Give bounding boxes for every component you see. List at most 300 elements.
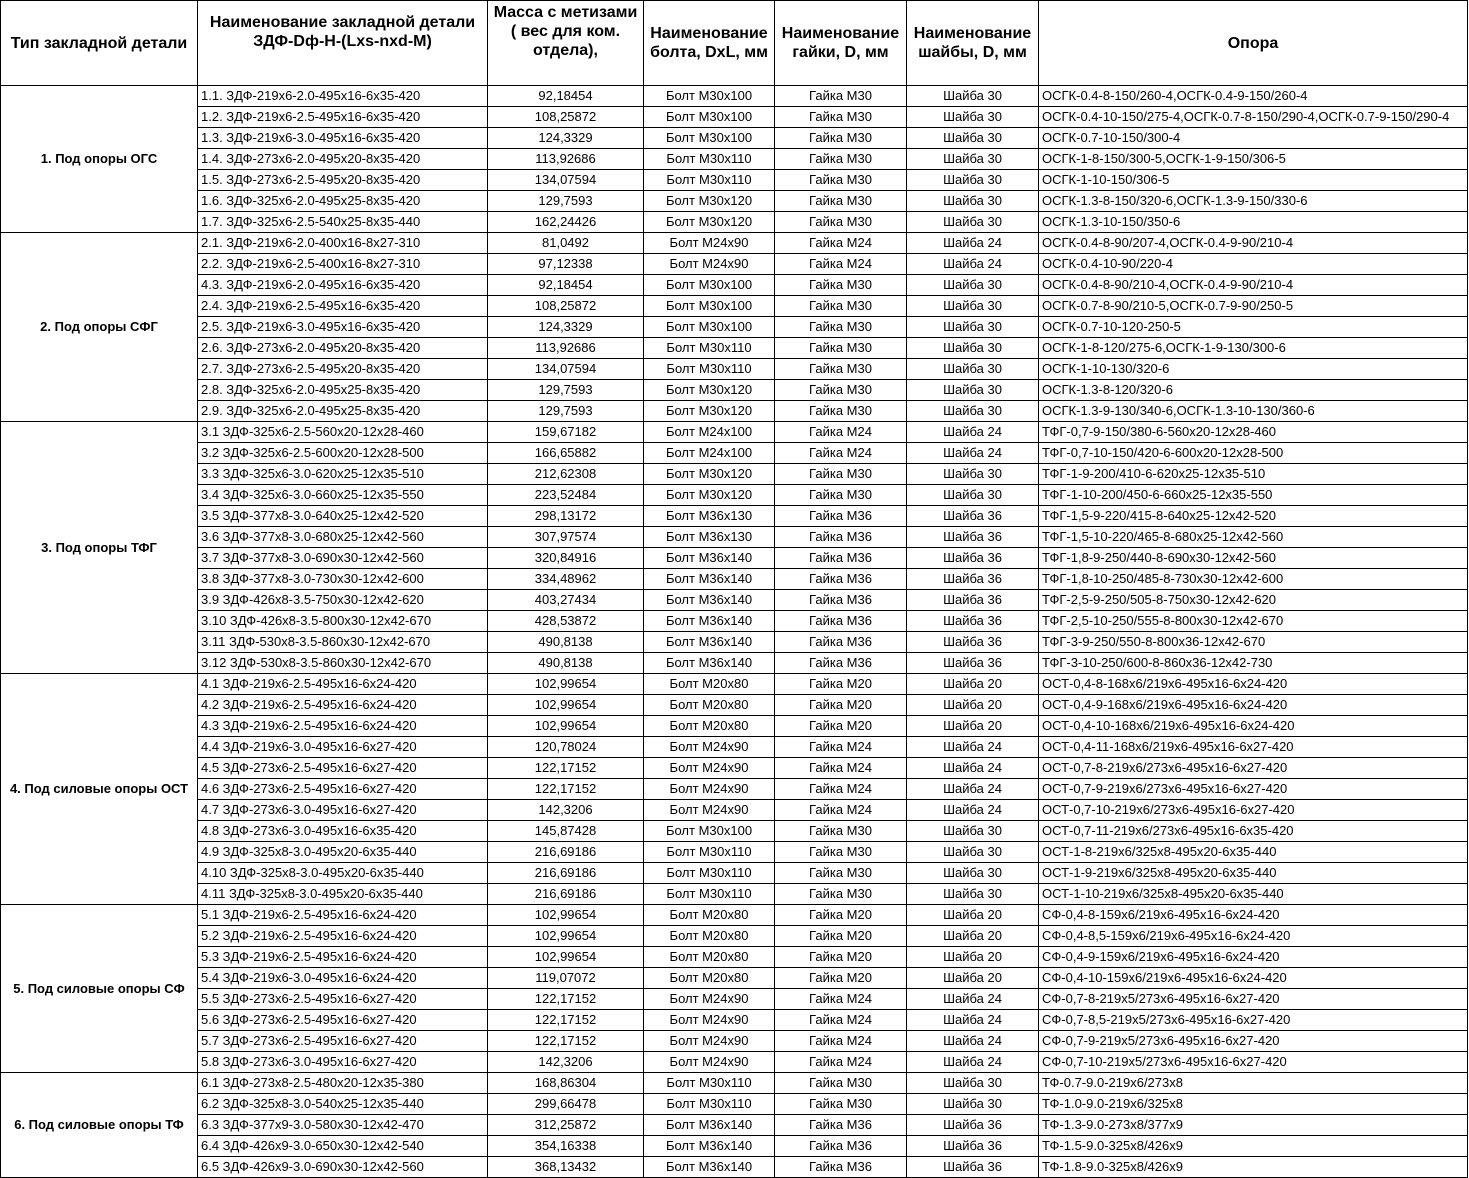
support-cell[interactable]: ТФГ-2,5-10-250/555-8-800х30-12х42-670 xyxy=(1039,611,1468,632)
part-name-cell[interactable]: 2.8. ЗДФ-325х6-2.0-495х25-8х35-420 xyxy=(198,380,488,401)
mass-cell[interactable]: 142,3206 xyxy=(488,800,644,821)
mass-cell[interactable]: 145,87428 xyxy=(488,821,644,842)
washer-cell[interactable]: Шайба 30 xyxy=(907,359,1039,380)
mass-cell[interactable]: 168,86304 xyxy=(488,1073,644,1094)
washer-cell[interactable]: Шайба 24 xyxy=(907,779,1039,800)
mass-cell[interactable]: 81,0492 xyxy=(488,233,644,254)
support-cell[interactable]: ОСТ-1-8-219х6/325х8-495х20-6х35-440 xyxy=(1039,842,1468,863)
washer-cell[interactable]: Шайба 20 xyxy=(907,674,1039,695)
part-name-cell[interactable]: 3.12 ЗДФ-530х8-3.5-860х30-12х42-670 xyxy=(198,653,488,674)
nut-cell[interactable]: Гайка М30 xyxy=(775,863,907,884)
bolt-cell[interactable]: Болт М24х90 xyxy=(644,737,775,758)
header-washer[interactable]: Наименование шайбы, D, мм xyxy=(907,1,1039,86)
support-cell[interactable]: ОСГК-0.4-10-90/220-4 xyxy=(1039,254,1468,275)
part-name-cell[interactable]: 5.1 ЗДФ-219х6-2.5-495х16-6х24-420 xyxy=(198,905,488,926)
bolt-cell[interactable]: Болт М30х110 xyxy=(644,1073,775,1094)
support-cell[interactable]: ОСТ-0,7-10-219х6/273х6-495х16-6х27-420 xyxy=(1039,800,1468,821)
washer-cell[interactable]: Шайба 24 xyxy=(907,422,1039,443)
part-name-cell[interactable]: 6.4 ЗДФ-426х9-3.0-650х30-12х42-540 xyxy=(198,1136,488,1157)
mass-cell[interactable]: 119,07072 xyxy=(488,968,644,989)
washer-cell[interactable]: Шайба 36 xyxy=(907,611,1039,632)
header-part-name[interactable]: Наименование закладной детали ЗДФ-Dф-H-(Lxs-nxd-M) xyxy=(198,1,488,86)
part-name-cell[interactable]: 3.9 ЗДФ-426х8-3.5-750х30-12х42-620 xyxy=(198,590,488,611)
bolt-cell[interactable]: Болт М30х120 xyxy=(644,212,775,233)
part-name-cell[interactable]: 3.3 ЗДФ-325х6-3.0-620х25-12х35-510 xyxy=(198,464,488,485)
washer-cell[interactable]: Шайба 24 xyxy=(907,758,1039,779)
nut-cell[interactable]: Гайка М20 xyxy=(775,674,907,695)
washer-cell[interactable]: Шайба 36 xyxy=(907,506,1039,527)
support-cell[interactable]: ТФГ-1,5-10-220/465-8-680х25-12х42-560 xyxy=(1039,527,1468,548)
bolt-cell[interactable]: Болт М36х140 xyxy=(644,1136,775,1157)
support-cell[interactable]: ОСГК-0.7-10-150/300-4 xyxy=(1039,128,1468,149)
mass-cell[interactable]: 129,7593 xyxy=(488,401,644,422)
washer-cell[interactable]: Шайба 30 xyxy=(907,149,1039,170)
support-cell[interactable]: СФ-0,4-10-159х6/219х6-495х16-6х24-420 xyxy=(1039,968,1468,989)
part-name-cell[interactable]: 6.2 ЗДФ-325х8-3.0-540х25-12х35-440 xyxy=(198,1094,488,1115)
nut-cell[interactable]: Гайка М30 xyxy=(775,1073,907,1094)
mass-cell[interactable]: 307,97574 xyxy=(488,527,644,548)
part-name-cell[interactable]: 4.5 ЗДФ-273х6-2.5-495х16-6х27-420 xyxy=(198,758,488,779)
nut-cell[interactable]: Гайка М24 xyxy=(775,1031,907,1052)
nut-cell[interactable]: Гайка М20 xyxy=(775,716,907,737)
bolt-cell[interactable]: Болт М36х130 xyxy=(644,527,775,548)
nut-cell[interactable]: Гайка М36 xyxy=(775,653,907,674)
part-name-cell[interactable]: 1.2. ЗДФ-219х6-2.5-495х16-6х35-420 xyxy=(198,107,488,128)
group-label-cell[interactable]: 6. Под силовые опоры ТФ xyxy=(1,1073,198,1178)
nut-cell[interactable]: Гайка М20 xyxy=(775,968,907,989)
washer-cell[interactable]: Шайба 30 xyxy=(907,170,1039,191)
washer-cell[interactable]: Шайба 20 xyxy=(907,716,1039,737)
support-cell[interactable]: ОСТ-1-10-219х6/325х8-495х20-6х35-440 xyxy=(1039,884,1468,905)
group-label-cell[interactable]: 3. Под опоры ТФГ xyxy=(1,422,198,674)
nut-cell[interactable]: Гайка М24 xyxy=(775,1052,907,1073)
part-name-cell[interactable]: 2.9. ЗДФ-325х6-2.0-495х25-8х35-420 xyxy=(198,401,488,422)
bolt-cell[interactable]: Болт М20х80 xyxy=(644,926,775,947)
washer-cell[interactable]: Шайба 24 xyxy=(907,233,1039,254)
part-name-cell[interactable]: 1.7. ЗДФ-325х6-2.5-540х25-8х35-440 xyxy=(198,212,488,233)
nut-cell[interactable]: Гайка М36 xyxy=(775,590,907,611)
group-label-cell[interactable]: 2. Под опоры СФГ xyxy=(1,233,198,422)
nut-cell[interactable]: Гайка М36 xyxy=(775,1115,907,1136)
bolt-cell[interactable]: Болт М30х110 xyxy=(644,863,775,884)
nut-cell[interactable]: Гайка М24 xyxy=(775,443,907,464)
part-name-cell[interactable]: 3.7 ЗДФ-377х8-3.0-690х30-12х42-560 xyxy=(198,548,488,569)
mass-cell[interactable]: 223,52484 xyxy=(488,485,644,506)
part-name-cell[interactable]: 1.4. ЗДФ-273х6-2.0-495х20-8х35-420 xyxy=(198,149,488,170)
header-part-type[interactable]: Тип закладной детали xyxy=(1,1,198,86)
support-cell[interactable]: ОСГК-0.7-8-90/210-5,ОСГК-0.7-9-90/250-5 xyxy=(1039,296,1468,317)
nut-cell[interactable]: Гайка М30 xyxy=(775,884,907,905)
washer-cell[interactable]: Шайба 30 xyxy=(907,296,1039,317)
support-cell[interactable]: ТФ-1.5-9.0-325х8/426х9 xyxy=(1039,1136,1468,1157)
mass-cell[interactable]: 162,24426 xyxy=(488,212,644,233)
bolt-cell[interactable]: Болт М30х100 xyxy=(644,275,775,296)
washer-cell[interactable]: Шайба 24 xyxy=(907,254,1039,275)
part-name-cell[interactable]: 2.6. ЗДФ-273х6-2.0-495х20-8х35-420 xyxy=(198,338,488,359)
washer-cell[interactable]: Шайба 24 xyxy=(907,989,1039,1010)
support-cell[interactable]: СФ-0,7-9-219х5/273х6-495х16-6х27-420 xyxy=(1039,1031,1468,1052)
part-name-cell[interactable]: 4.11 ЗДФ-325х8-3.0-495х20-6х35-440 xyxy=(198,884,488,905)
mass-cell[interactable]: 97,12338 xyxy=(488,254,644,275)
support-cell[interactable]: ОСГК-0.4-8-150/260-4,ОСГК-0.4-9-150/260-4 xyxy=(1039,86,1468,107)
mass-cell[interactable]: 92,18454 xyxy=(488,275,644,296)
mass-cell[interactable]: 354,16338 xyxy=(488,1136,644,1157)
nut-cell[interactable]: Гайка М30 xyxy=(775,107,907,128)
bolt-cell[interactable]: Болт М24х100 xyxy=(644,443,775,464)
support-cell[interactable]: ТФГ-1,8-9-250/440-8-690х30-12х42-560 xyxy=(1039,548,1468,569)
mass-cell[interactable]: 490,8138 xyxy=(488,653,644,674)
washer-cell[interactable]: Шайба 30 xyxy=(907,464,1039,485)
mass-cell[interactable]: 216,69186 xyxy=(488,842,644,863)
washer-cell[interactable]: Шайба 30 xyxy=(907,884,1039,905)
bolt-cell[interactable]: Болт М36х140 xyxy=(644,632,775,653)
nut-cell[interactable]: Гайка М20 xyxy=(775,695,907,716)
support-cell[interactable]: ОСГК-1.3-8-150/320-6,ОСГК-1.3-9-150/330-6 xyxy=(1039,191,1468,212)
support-cell[interactable]: СФ-0,7-8,5-219х5/273х6-495х16-6х27-420 xyxy=(1039,1010,1468,1031)
nut-cell[interactable]: Гайка М36 xyxy=(775,1157,907,1178)
support-cell[interactable]: ТФГ-0,7-10-150/420-6-600х20-12х28-500 xyxy=(1039,443,1468,464)
header-support[interactable]: Опора xyxy=(1039,1,1468,86)
support-cell[interactable]: ОСГК-1-10-130/320-6 xyxy=(1039,359,1468,380)
mass-cell[interactable]: 403,27434 xyxy=(488,590,644,611)
nut-cell[interactable]: Гайка М30 xyxy=(775,86,907,107)
bolt-cell[interactable]: Болт М36х140 xyxy=(644,548,775,569)
nut-cell[interactable]: Гайка М36 xyxy=(775,548,907,569)
bolt-cell[interactable]: Болт М36х130 xyxy=(644,506,775,527)
bolt-cell[interactable]: Болт М30х120 xyxy=(644,191,775,212)
header-nut[interactable]: Наименование гайки, D, мм xyxy=(775,1,907,86)
part-name-cell[interactable]: 5.4 ЗДФ-219х6-3.0-495х16-6х24-420 xyxy=(198,968,488,989)
part-name-cell[interactable]: 6.3 ЗДФ-377х9-3.0-580х30-12х42-470 xyxy=(198,1115,488,1136)
washer-cell[interactable]: Шайба 36 xyxy=(907,1115,1039,1136)
nut-cell[interactable]: Гайка М36 xyxy=(775,506,907,527)
nut-cell[interactable]: Гайка М24 xyxy=(775,800,907,821)
bolt-cell[interactable]: Болт М36х140 xyxy=(644,590,775,611)
mass-cell[interactable]: 102,99654 xyxy=(488,716,644,737)
part-name-cell[interactable]: 3.5 ЗДФ-377х8-3.0-640х25-12х42-520 xyxy=(198,506,488,527)
support-cell[interactable]: ТФГ-1,5-9-220/415-8-640х25-12х42-520 xyxy=(1039,506,1468,527)
nut-cell[interactable]: Гайка М24 xyxy=(775,989,907,1010)
bolt-cell[interactable]: Болт М30х100 xyxy=(644,86,775,107)
support-cell[interactable]: ТФГ-1-9-200/410-6-620х25-12х35-510 xyxy=(1039,464,1468,485)
support-cell[interactable]: ОСТ-0,4-9-168х6/219х6-495х16-6х24-420 xyxy=(1039,695,1468,716)
washer-cell[interactable]: Шайба 30 xyxy=(907,338,1039,359)
part-name-cell[interactable]: 3.11 ЗДФ-530х8-3.5-860х30-12х42-670 xyxy=(198,632,488,653)
mass-cell[interactable]: 142,3206 xyxy=(488,1052,644,1073)
group-label-cell[interactable]: 4. Под силовые опоры ОСТ xyxy=(1,674,198,905)
bolt-cell[interactable]: Болт М30х120 xyxy=(644,380,775,401)
washer-cell[interactable]: Шайба 30 xyxy=(907,317,1039,338)
nut-cell[interactable]: Гайка М30 xyxy=(775,149,907,170)
part-name-cell[interactable]: 2.7. ЗДФ-273х6-2.5-495х20-8х35-420 xyxy=(198,359,488,380)
mass-cell[interactable]: 92,18454 xyxy=(488,86,644,107)
washer-cell[interactable]: Шайба 20 xyxy=(907,968,1039,989)
bolt-cell[interactable]: Болт М30х110 xyxy=(644,842,775,863)
washer-cell[interactable]: Шайба 30 xyxy=(907,380,1039,401)
support-cell[interactable]: ОСТ-0,4-10-168х6/219х6-495х16-6х24-420 xyxy=(1039,716,1468,737)
mass-cell[interactable]: 102,99654 xyxy=(488,926,644,947)
mass-cell[interactable]: 159,67182 xyxy=(488,422,644,443)
support-cell[interactable]: ОСГК-0.4-10-150/275-4,ОСГК-0.7-8-150/290-4,ОСГК-0.7-9-150/290-4 xyxy=(1039,107,1468,128)
nut-cell[interactable]: Гайка М24 xyxy=(775,737,907,758)
support-cell[interactable]: ТФГ-3-10-250/600-8-860х36-12х42-730 xyxy=(1039,653,1468,674)
support-cell[interactable]: ОСГК-1.3-9-130/340-6,ОСГК-1.3-10-130/360-6 xyxy=(1039,401,1468,422)
bolt-cell[interactable]: Болт М30х110 xyxy=(644,149,775,170)
washer-cell[interactable]: Шайба 24 xyxy=(907,737,1039,758)
support-cell[interactable]: СФ-0,4-8-159х6/219х6-495х16-6х24-420 xyxy=(1039,905,1468,926)
washer-cell[interactable]: Шайба 30 xyxy=(907,1094,1039,1115)
washer-cell[interactable]: Шайба 30 xyxy=(907,107,1039,128)
mass-cell[interactable]: 320,84916 xyxy=(488,548,644,569)
bolt-cell[interactable]: Болт М24х90 xyxy=(644,989,775,1010)
washer-cell[interactable]: Шайба 30 xyxy=(907,485,1039,506)
bolt-cell[interactable]: Болт М36х140 xyxy=(644,1115,775,1136)
nut-cell[interactable]: Гайка М30 xyxy=(775,338,907,359)
nut-cell[interactable]: Гайка М30 xyxy=(775,191,907,212)
bolt-cell[interactable]: Болт М30х110 xyxy=(644,338,775,359)
part-name-cell[interactable]: 1.6. ЗДФ-325х6-2.0-495х25-8х35-420 xyxy=(198,191,488,212)
support-cell[interactable]: ОСГК-1.3-10-150/350-6 xyxy=(1039,212,1468,233)
support-cell[interactable]: ОСГК-1-8-120/275-6,ОСГК-1-9-130/300-6 xyxy=(1039,338,1468,359)
washer-cell[interactable]: Шайба 20 xyxy=(907,926,1039,947)
part-name-cell[interactable]: 4.3 ЗДФ-219х6-2.5-495х16-6х24-420 xyxy=(198,716,488,737)
washer-cell[interactable]: Шайба 36 xyxy=(907,1157,1039,1178)
bolt-cell[interactable]: Болт М30х110 xyxy=(644,359,775,380)
mass-cell[interactable]: 120,78024 xyxy=(488,737,644,758)
part-name-cell[interactable]: 4.8 ЗДФ-273х6-3.0-495х16-6х35-420 xyxy=(198,821,488,842)
support-cell[interactable]: ОСТ-0,4-8-168х6/219х6-495х16-6х24-420 xyxy=(1039,674,1468,695)
support-cell[interactable]: ОСГК-0.4-8-90/207-4,ОСГК-0.4-9-90/210-4 xyxy=(1039,233,1468,254)
header-mass[interactable]: Масса с метизами ( вес для ком. отдела), xyxy=(488,1,644,86)
nut-cell[interactable]: Гайка М30 xyxy=(775,464,907,485)
support-cell[interactable]: ОСГК-0.7-10-120-250-5 xyxy=(1039,317,1468,338)
bolt-cell[interactable]: Болт М36х140 xyxy=(644,569,775,590)
bolt-cell[interactable]: Болт М20х80 xyxy=(644,716,775,737)
part-name-cell[interactable]: 4.10 ЗДФ-325х8-3.0-495х20-6х35-440 xyxy=(198,863,488,884)
part-name-cell[interactable]: 5.8 ЗДФ-273х6-3.0-495х16-6х27-420 xyxy=(198,1052,488,1073)
washer-cell[interactable]: Шайба 30 xyxy=(907,863,1039,884)
support-cell[interactable]: СФ-0,4-9-159х6/219х6-495х16-6х24-420 xyxy=(1039,947,1468,968)
mass-cell[interactable]: 102,99654 xyxy=(488,947,644,968)
washer-cell[interactable]: Шайба 36 xyxy=(907,569,1039,590)
mass-cell[interactable]: 122,17152 xyxy=(488,779,644,800)
support-cell[interactable]: СФ-0,7-10-219х5/273х6-495х16-6х27-420 xyxy=(1039,1052,1468,1073)
washer-cell[interactable]: Шайба 30 xyxy=(907,86,1039,107)
part-name-cell[interactable]: 5.6 ЗДФ-273х6-2.5-495х16-6х27-420 xyxy=(198,1010,488,1031)
support-cell[interactable]: ОСТ-0,7-11-219х6/273х6-495х16-6х35-420 xyxy=(1039,821,1468,842)
nut-cell[interactable]: Гайка М24 xyxy=(775,254,907,275)
mass-cell[interactable]: 298,13172 xyxy=(488,506,644,527)
mass-cell[interactable]: 216,69186 xyxy=(488,863,644,884)
bolt-cell[interactable]: Болт М30х110 xyxy=(644,170,775,191)
part-name-cell[interactable]: 2.4. ЗДФ-219х6-2.5-495х16-6х35-420 xyxy=(198,296,488,317)
nut-cell[interactable]: Гайка М24 xyxy=(775,779,907,800)
bolt-cell[interactable]: Болт М30х110 xyxy=(644,1094,775,1115)
support-cell[interactable]: ТФ-1.0-9.0-219х6/325х8 xyxy=(1039,1094,1468,1115)
nut-cell[interactable]: Гайка М36 xyxy=(775,632,907,653)
mass-cell[interactable]: 124,3329 xyxy=(488,128,644,149)
mass-cell[interactable]: 134,07594 xyxy=(488,170,644,191)
washer-cell[interactable]: Шайба 30 xyxy=(907,842,1039,863)
bolt-cell[interactable]: Болт М20х80 xyxy=(644,968,775,989)
support-cell[interactable]: ОСГК-0.4-8-90/210-4,ОСГК-0.4-9-90/210-4 xyxy=(1039,275,1468,296)
bolt-cell[interactable]: Болт М30х100 xyxy=(644,107,775,128)
washer-cell[interactable]: Шайба 30 xyxy=(907,191,1039,212)
support-cell[interactable]: ОСГК-1.3-8-120/320-6 xyxy=(1039,380,1468,401)
mass-cell[interactable]: 113,92686 xyxy=(488,149,644,170)
bolt-cell[interactable]: Болт М30х100 xyxy=(644,128,775,149)
mass-cell[interactable]: 216,69186 xyxy=(488,884,644,905)
support-cell[interactable]: СФ-0,7-8-219х5/273х6-495х16-6х27-420 xyxy=(1039,989,1468,1010)
washer-cell[interactable]: Шайба 30 xyxy=(907,401,1039,422)
nut-cell[interactable]: Гайка М30 xyxy=(775,1094,907,1115)
part-name-cell[interactable]: 3.10 ЗДФ-426х8-3.5-800х30-12х42-670 xyxy=(198,611,488,632)
support-cell[interactable]: СФ-0,4-8,5-159х6/219х6-495х16-6х24-420 xyxy=(1039,926,1468,947)
nut-cell[interactable]: Гайка М24 xyxy=(775,758,907,779)
group-label-cell[interactable]: 5. Под силовые опоры СФ xyxy=(1,905,198,1073)
washer-cell[interactable]: Шайба 24 xyxy=(907,1031,1039,1052)
bolt-cell[interactable]: Болт М30х100 xyxy=(644,821,775,842)
mass-cell[interactable]: 122,17152 xyxy=(488,1010,644,1031)
part-name-cell[interactable]: 4.9 ЗДФ-325х8-3.0-495х20-6х35-440 xyxy=(198,842,488,863)
nut-cell[interactable]: Гайка М36 xyxy=(775,569,907,590)
mass-cell[interactable]: 122,17152 xyxy=(488,758,644,779)
nut-cell[interactable]: Гайка М30 xyxy=(775,212,907,233)
part-name-cell[interactable]: 1.1. ЗДФ-219х6-2.0-495х16-6х35-420 xyxy=(198,86,488,107)
support-cell[interactable]: ОСТ-0,7-9-219х6/273х6-495х16-6х27-420 xyxy=(1039,779,1468,800)
nut-cell[interactable]: Гайка М30 xyxy=(775,842,907,863)
support-cell[interactable]: ТФГ-1-10-200/450-6-660х25-12х35-550 xyxy=(1039,485,1468,506)
mass-cell[interactable]: 124,3329 xyxy=(488,317,644,338)
bolt-cell[interactable]: Болт М24х90 xyxy=(644,758,775,779)
bolt-cell[interactable]: Болт М24х90 xyxy=(644,800,775,821)
nut-cell[interactable]: Гайка М20 xyxy=(775,947,907,968)
mass-cell[interactable]: 102,99654 xyxy=(488,905,644,926)
mass-cell[interactable]: 108,25872 xyxy=(488,296,644,317)
mass-cell[interactable]: 102,99654 xyxy=(488,674,644,695)
washer-cell[interactable]: Шайба 24 xyxy=(907,1052,1039,1073)
support-cell[interactable]: ТФ-0.7-9.0-219х6/273х8 xyxy=(1039,1073,1468,1094)
washer-cell[interactable]: Шайба 20 xyxy=(907,905,1039,926)
nut-cell[interactable]: Гайка М30 xyxy=(775,317,907,338)
part-name-cell[interactable]: 3.8 ЗДФ-377х8-3.0-730х30-12х42-600 xyxy=(198,569,488,590)
nut-cell[interactable]: Гайка М20 xyxy=(775,905,907,926)
mass-cell[interactable]: 113,92686 xyxy=(488,338,644,359)
bolt-cell[interactable]: Болт М24х90 xyxy=(644,779,775,800)
part-name-cell[interactable]: 5.2 ЗДФ-219х6-2.5-495х16-6х24-420 xyxy=(198,926,488,947)
bolt-cell[interactable]: Болт М24х90 xyxy=(644,1052,775,1073)
bolt-cell[interactable]: Болт М24х100 xyxy=(644,422,775,443)
mass-cell[interactable]: 129,7593 xyxy=(488,380,644,401)
bolt-cell[interactable]: Болт М30х100 xyxy=(644,296,775,317)
support-cell[interactable]: ТФГ-0,7-9-150/380-6-560х20-12х28-460 xyxy=(1039,422,1468,443)
support-cell[interactable]: ОСТ-1-9-219х6/325х8-495х20-6х35-440 xyxy=(1039,863,1468,884)
bolt-cell[interactable]: Болт М36х140 xyxy=(644,611,775,632)
washer-cell[interactable]: Шайба 36 xyxy=(907,548,1039,569)
bolt-cell[interactable]: Болт М30х120 xyxy=(644,401,775,422)
part-name-cell[interactable]: 4.3. ЗДФ-219х6-2.0-495х16-6х35-420 xyxy=(198,275,488,296)
mass-cell[interactable]: 108,25872 xyxy=(488,107,644,128)
washer-cell[interactable]: Шайба 30 xyxy=(907,128,1039,149)
mass-cell[interactable]: 102,99654 xyxy=(488,695,644,716)
washer-cell[interactable]: Шайба 36 xyxy=(907,590,1039,611)
bolt-cell[interactable]: Болт М30х120 xyxy=(644,485,775,506)
nut-cell[interactable]: Гайка М36 xyxy=(775,611,907,632)
part-name-cell[interactable]: 4.1 ЗДФ-219х6-2.5-495х16-6х24-420 xyxy=(198,674,488,695)
nut-cell[interactable]: Гайка М24 xyxy=(775,422,907,443)
bolt-cell[interactable]: Болт М20х80 xyxy=(644,695,775,716)
washer-cell[interactable]: Шайба 36 xyxy=(907,527,1039,548)
mass-cell[interactable]: 212,62308 xyxy=(488,464,644,485)
bolt-cell[interactable]: Болт М36х140 xyxy=(644,653,775,674)
part-name-cell[interactable]: 4.4 ЗДФ-219х6-3.0-495х16-6х27-420 xyxy=(198,737,488,758)
mass-cell[interactable]: 312,25872 xyxy=(488,1115,644,1136)
bolt-cell[interactable]: Болт М24х90 xyxy=(644,1010,775,1031)
support-cell[interactable]: ТФГ-3-9-250/550-8-800х36-12х42-670 xyxy=(1039,632,1468,653)
washer-cell[interactable]: Шайба 30 xyxy=(907,275,1039,296)
mass-cell[interactable]: 490,8138 xyxy=(488,632,644,653)
support-cell[interactable]: ТФГ-2,5-9-250/505-8-750х30-12х42-620 xyxy=(1039,590,1468,611)
bolt-cell[interactable]: Болт М30х100 xyxy=(644,317,775,338)
nut-cell[interactable]: Гайка М36 xyxy=(775,527,907,548)
mass-cell[interactable]: 122,17152 xyxy=(488,1031,644,1052)
nut-cell[interactable]: Гайка М30 xyxy=(775,128,907,149)
part-name-cell[interactable]: 2.1. ЗДФ-219х6-2.0-400х16-8х27-310 xyxy=(198,233,488,254)
part-name-cell[interactable]: 4.7 ЗДФ-273х6-3.0-495х16-6х27-420 xyxy=(198,800,488,821)
nut-cell[interactable]: Гайка М36 xyxy=(775,1136,907,1157)
washer-cell[interactable]: Шайба 36 xyxy=(907,653,1039,674)
nut-cell[interactable]: Гайка М24 xyxy=(775,233,907,254)
washer-cell[interactable]: Шайба 30 xyxy=(907,1073,1039,1094)
support-cell[interactable]: ОСГК-1-8-150/300-5,ОСГК-1-9-150/306-5 xyxy=(1039,149,1468,170)
washer-cell[interactable]: Шайба 24 xyxy=(907,443,1039,464)
bolt-cell[interactable]: Болт М24х90 xyxy=(644,1031,775,1052)
nut-cell[interactable]: Гайка М30 xyxy=(775,275,907,296)
support-cell[interactable]: ОСГК-1-10-150/306-5 xyxy=(1039,170,1468,191)
mass-cell[interactable]: 368,13432 xyxy=(488,1157,644,1178)
bolt-cell[interactable]: Болт М24х90 xyxy=(644,254,775,275)
nut-cell[interactable]: Гайка М30 xyxy=(775,359,907,380)
mass-cell[interactable]: 134,07594 xyxy=(488,359,644,380)
mass-cell[interactable]: 122,17152 xyxy=(488,989,644,1010)
part-name-cell[interactable]: 6.1 ЗДФ-273х8-2.5-480х20-12х35-380 xyxy=(198,1073,488,1094)
washer-cell[interactable]: Шайба 20 xyxy=(907,695,1039,716)
mass-cell[interactable]: 428,53872 xyxy=(488,611,644,632)
part-name-cell[interactable]: 6.5 ЗДФ-426х9-3.0-690х30-12х42-560 xyxy=(198,1157,488,1178)
bolt-cell[interactable]: Болт М30х120 xyxy=(644,464,775,485)
nut-cell[interactable]: Гайка М30 xyxy=(775,296,907,317)
mass-cell[interactable]: 129,7593 xyxy=(488,191,644,212)
nut-cell[interactable]: Гайка М24 xyxy=(775,1010,907,1031)
washer-cell[interactable]: Шайба 30 xyxy=(907,821,1039,842)
header-bolt[interactable]: Наименование болта, DxL, мм xyxy=(644,1,775,86)
nut-cell[interactable]: Гайка М30 xyxy=(775,485,907,506)
part-name-cell[interactable]: 5.5 ЗДФ-273х6-2.5-495х16-6х27-420 xyxy=(198,989,488,1010)
bolt-cell[interactable]: Болт М24х90 xyxy=(644,233,775,254)
support-cell[interactable]: ОСТ-0,7-8-219х6/273х6-495х16-6х27-420 xyxy=(1039,758,1468,779)
part-name-cell[interactable]: 1.3. ЗДФ-219х6-3.0-495х16-6х35-420 xyxy=(198,128,488,149)
support-cell[interactable]: ТФГ-1,8-10-250/485-8-730х30-12х42-600 xyxy=(1039,569,1468,590)
group-label-cell[interactable]: 1. Под опоры ОГС xyxy=(1,86,198,233)
nut-cell[interactable]: Гайка М30 xyxy=(775,380,907,401)
support-cell[interactable]: ОСТ-0,4-11-168х6/219х6-495х16-6х27-420 xyxy=(1039,737,1468,758)
part-name-cell[interactable]: 1.5. ЗДФ-273х6-2.5-495х20-8х35-420 xyxy=(198,170,488,191)
washer-cell[interactable]: Шайба 20 xyxy=(907,947,1039,968)
part-name-cell[interactable]: 3.2 ЗДФ-325х6-2.5-600х20-12х28-500 xyxy=(198,443,488,464)
mass-cell[interactable]: 334,48962 xyxy=(488,569,644,590)
washer-cell[interactable]: Шайба 24 xyxy=(907,800,1039,821)
part-name-cell[interactable]: 3.4 ЗДФ-325х6-3.0-660х25-12х35-550 xyxy=(198,485,488,506)
